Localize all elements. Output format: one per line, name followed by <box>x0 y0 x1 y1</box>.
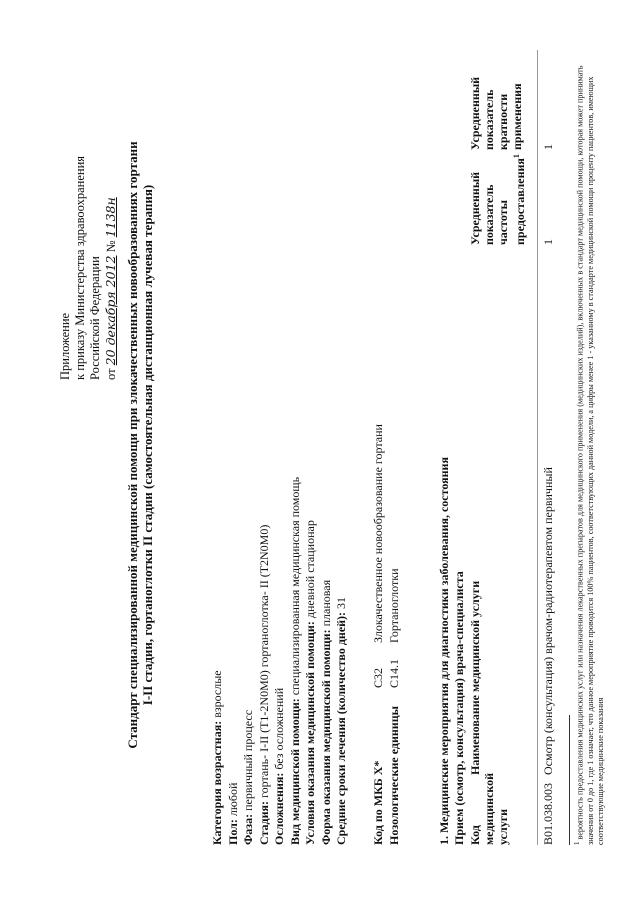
title-line-1: Стандарт специализированной медицинской помощи при злокачественных новообразованиях гортани <box>125 141 140 749</box>
meta-treatment-term: Средние сроки лечения (количество дней): 31 <box>334 596 348 845</box>
services-table <box>468 50 555 845</box>
handwritten-order-number: 1138н <box>103 197 118 238</box>
meta-stage: Стадия: гортань- I-II (T1-2N0M0) гортаноглотка- II (T2N0M0) <box>256 524 271 845</box>
meta-sex: Пол: любой <box>225 782 240 845</box>
table-header <box>468 50 527 845</box>
meta-care-conditions: Условия оказания медицинской помощи: дневной стационар <box>303 520 317 845</box>
header-name: Наименование медицинской услуги <box>468 580 482 775</box>
appendix-block <box>58 156 119 380</box>
icd-row <box>386 343 402 845</box>
icd-code-label: Код по МКБ X* <box>371 760 385 845</box>
icd-block <box>370 343 402 845</box>
meta-age: Категория возрастная: взрослые <box>210 670 224 845</box>
meta-complications: Осложнения: без осложнений <box>272 687 286 845</box>
icd-code: C14.1 <box>387 658 401 688</box>
document-title <box>125 45 155 845</box>
icd-row <box>370 343 386 845</box>
appendix-line-2: к приказу Министерства здравоохранения <box>73 155 87 380</box>
header-code: Код медицинской услуги <box>468 772 510 845</box>
appendix-line-1: Приложение <box>58 312 72 380</box>
appendix-number-label: № <box>104 240 118 253</box>
handwritten-date: 20 декабря 2012 <box>103 255 118 366</box>
icd-name: Гортаноглотки <box>387 568 401 643</box>
appendix-line-4 <box>103 156 119 380</box>
header-multiplicity: Усредненный показатель кратности применения <box>468 76 524 150</box>
footnote <box>573 55 606 845</box>
section-title: 1. Медицинские мероприятия для диагностики заболевания, состояния <box>437 457 451 845</box>
footnote-divider <box>569 715 570 845</box>
footnote-ref: 1 <box>512 154 521 159</box>
appendix-line-3: Российской Федерации <box>88 256 102 380</box>
table-row <box>537 50 555 845</box>
icd-code: C32 <box>371 667 385 688</box>
footnote-text: вероятность предоставления медицинских услуг или назначения лекарственных препаратов для медицинского применения (медицинских изделий), включенных в стандарт медицинской помощи, которая может принимать значения от 0 до 1, где 1 означает, что данное мероприятие проводится 100% пациентов, соответствующих данной модели, а цифры менее 1 - указанному в стандарте медицинской помощи проценту пациентов, имеющих соответствующие медицинские показания <box>575 65 605 845</box>
service-frequency: 1 <box>541 239 555 245</box>
icd-name: Злокачественное новообразование гортани <box>371 424 385 643</box>
meta-block <box>210 477 350 845</box>
service-name: Осмотр (консультация) врачом-радиотерапевтом первичный <box>541 467 555 775</box>
meta-care-type: Вид медицинской помощи: специализированная медицинская помощь <box>287 476 302 845</box>
meta-phase: Фаза: первичный процесс <box>241 709 255 845</box>
nosological-label: Нозологические единицы <box>387 705 401 845</box>
subsection-title: Прием (осмотр, консультация) врача-специалиста <box>452 571 466 845</box>
title-line-2: I-II стадии, гортаноглотки II стадии (самостоятельная дистанционная лучевая терапия) <box>140 184 155 706</box>
header-frequency: Усредненный показатель частоты предоставления$^1$ <box>468 154 527 245</box>
meta-care-form: Форма оказания медицинской помощи: плановая <box>318 579 333 845</box>
service-code: B01.038.003 <box>541 782 555 845</box>
service-multiplicity: 1 <box>541 144 555 150</box>
footnote-marker: 1 <box>574 841 581 845</box>
appendix-date-prefix: от <box>104 368 118 380</box>
